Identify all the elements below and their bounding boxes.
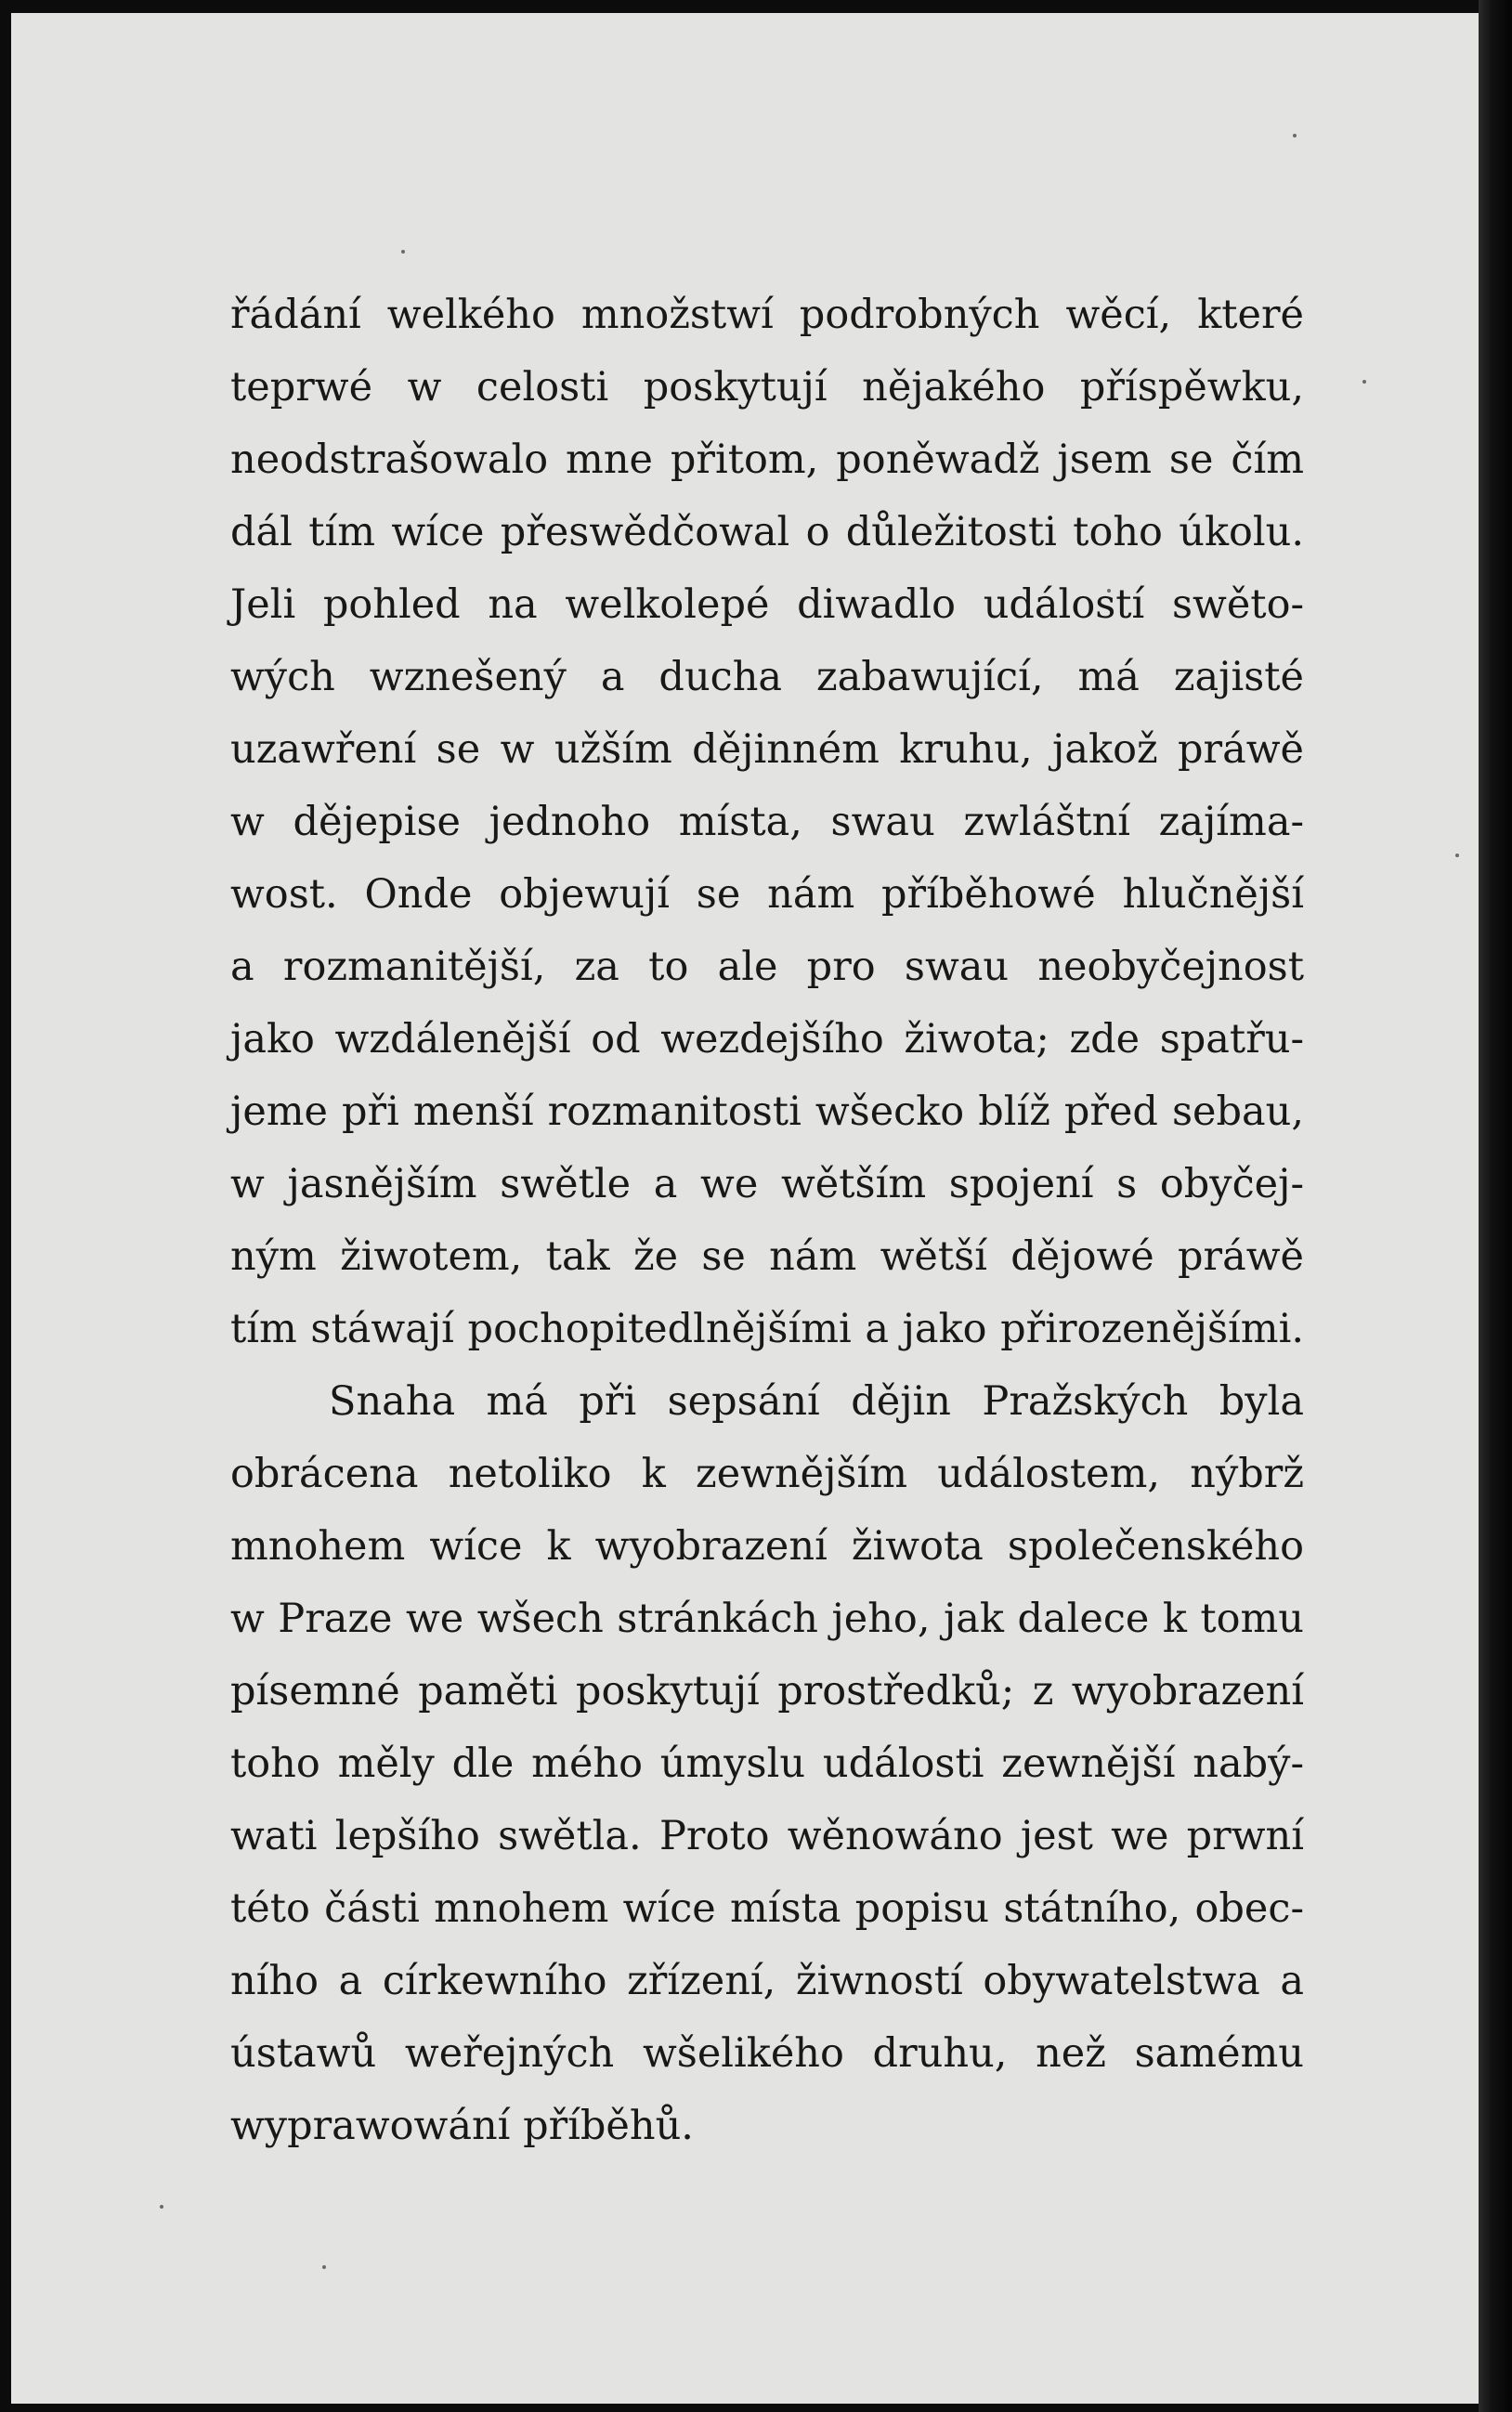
text-line: teprwé w celosti poskytují nějakého příspěwku,	[230, 364, 1304, 411]
paper-speck	[1293, 134, 1297, 137]
text-line: w jasnějším swětle a we wětším spojení s obyčej-	[230, 1161, 1304, 1207]
text-line: obrácena netoliko k zewnějším událostem, nýbrž	[230, 1451, 1304, 1497]
text-line: uzawření se w užším dějinném kruhu, jakož práwě	[230, 726, 1304, 773]
text-line: toho měly dle mého úmyslu události zewnější nabý-	[230, 1741, 1304, 1787]
paper-speck	[1362, 380, 1366, 384]
text-line: wých wznešený a ducha zabawující, má zajisté	[230, 654, 1304, 700]
text-line: řádání welkého množstwí podrobných wěcí, které	[230, 292, 1304, 338]
body-text	[230, 279, 1304, 2162]
text-line: neodstrašowalo mne přitom, poněwadž jsem se čím	[230, 437, 1304, 483]
text-line: wost. Onde objewují se nám příběhowé hlučnější	[230, 871, 1304, 918]
paragraph-start-line: Snaha má při sepsání dějin Pražských byla	[329, 1378, 1304, 1425]
paragraph-end-line: wyprawowání příběhů.	[230, 2103, 694, 2149]
book-spine-edge	[1479, 0, 1512, 2412]
text-line: jako wzdálenější od wezdejšího žiwota; zde spatřu-	[230, 1016, 1304, 1063]
text-line: tím stáwají pochopitedlnějšími a jako přirozenějšími.	[230, 1306, 1304, 1352]
text-line: w Praze we wšech stránkách jeho, jak dalece k tomu	[230, 1596, 1304, 1642]
text-line: wati lepšího swětla. Proto wěnowáno jest we prwní	[230, 1813, 1304, 1859]
paper-speck	[322, 2265, 326, 2269]
text-line: w dějepise jednoho místa, swau zwláštní zajíma-	[230, 799, 1304, 845]
text-line: dál tím wíce přeswědčowal o důležitosti toho úkolu.	[230, 509, 1304, 555]
text-line: této části mnohem wíce místa popisu státního, obec-	[230, 1885, 1304, 1932]
text-line: ústawů weřejných wšelikého druhu, než samému	[230, 2030, 1304, 2077]
text-line: ným žiwotem, tak že se nám wětší dějowé práwě	[230, 1233, 1304, 1280]
text-line: písemné paměti poskytují prostředků; z wyobrazení	[230, 1668, 1304, 1714]
text-line: a rozmanitější, za to ale pro swau neobyčejnost	[230, 944, 1304, 990]
paper-speck	[160, 2205, 163, 2209]
paper-speck	[401, 250, 405, 254]
text-line: mnohem wíce k wyobrazení žiwota společenského	[230, 1523, 1304, 1570]
text-line: Jeli pohled na welkolepé diwadlo událostí swěto-	[230, 581, 1304, 628]
text-line: ního a církewního zřízení, žiwností obywatelstwa a	[230, 1958, 1304, 2004]
text-line: jeme při menší rozmanitosti wšecko blíž před sebau,	[230, 1089, 1304, 1135]
paper-speck	[1455, 854, 1459, 857]
